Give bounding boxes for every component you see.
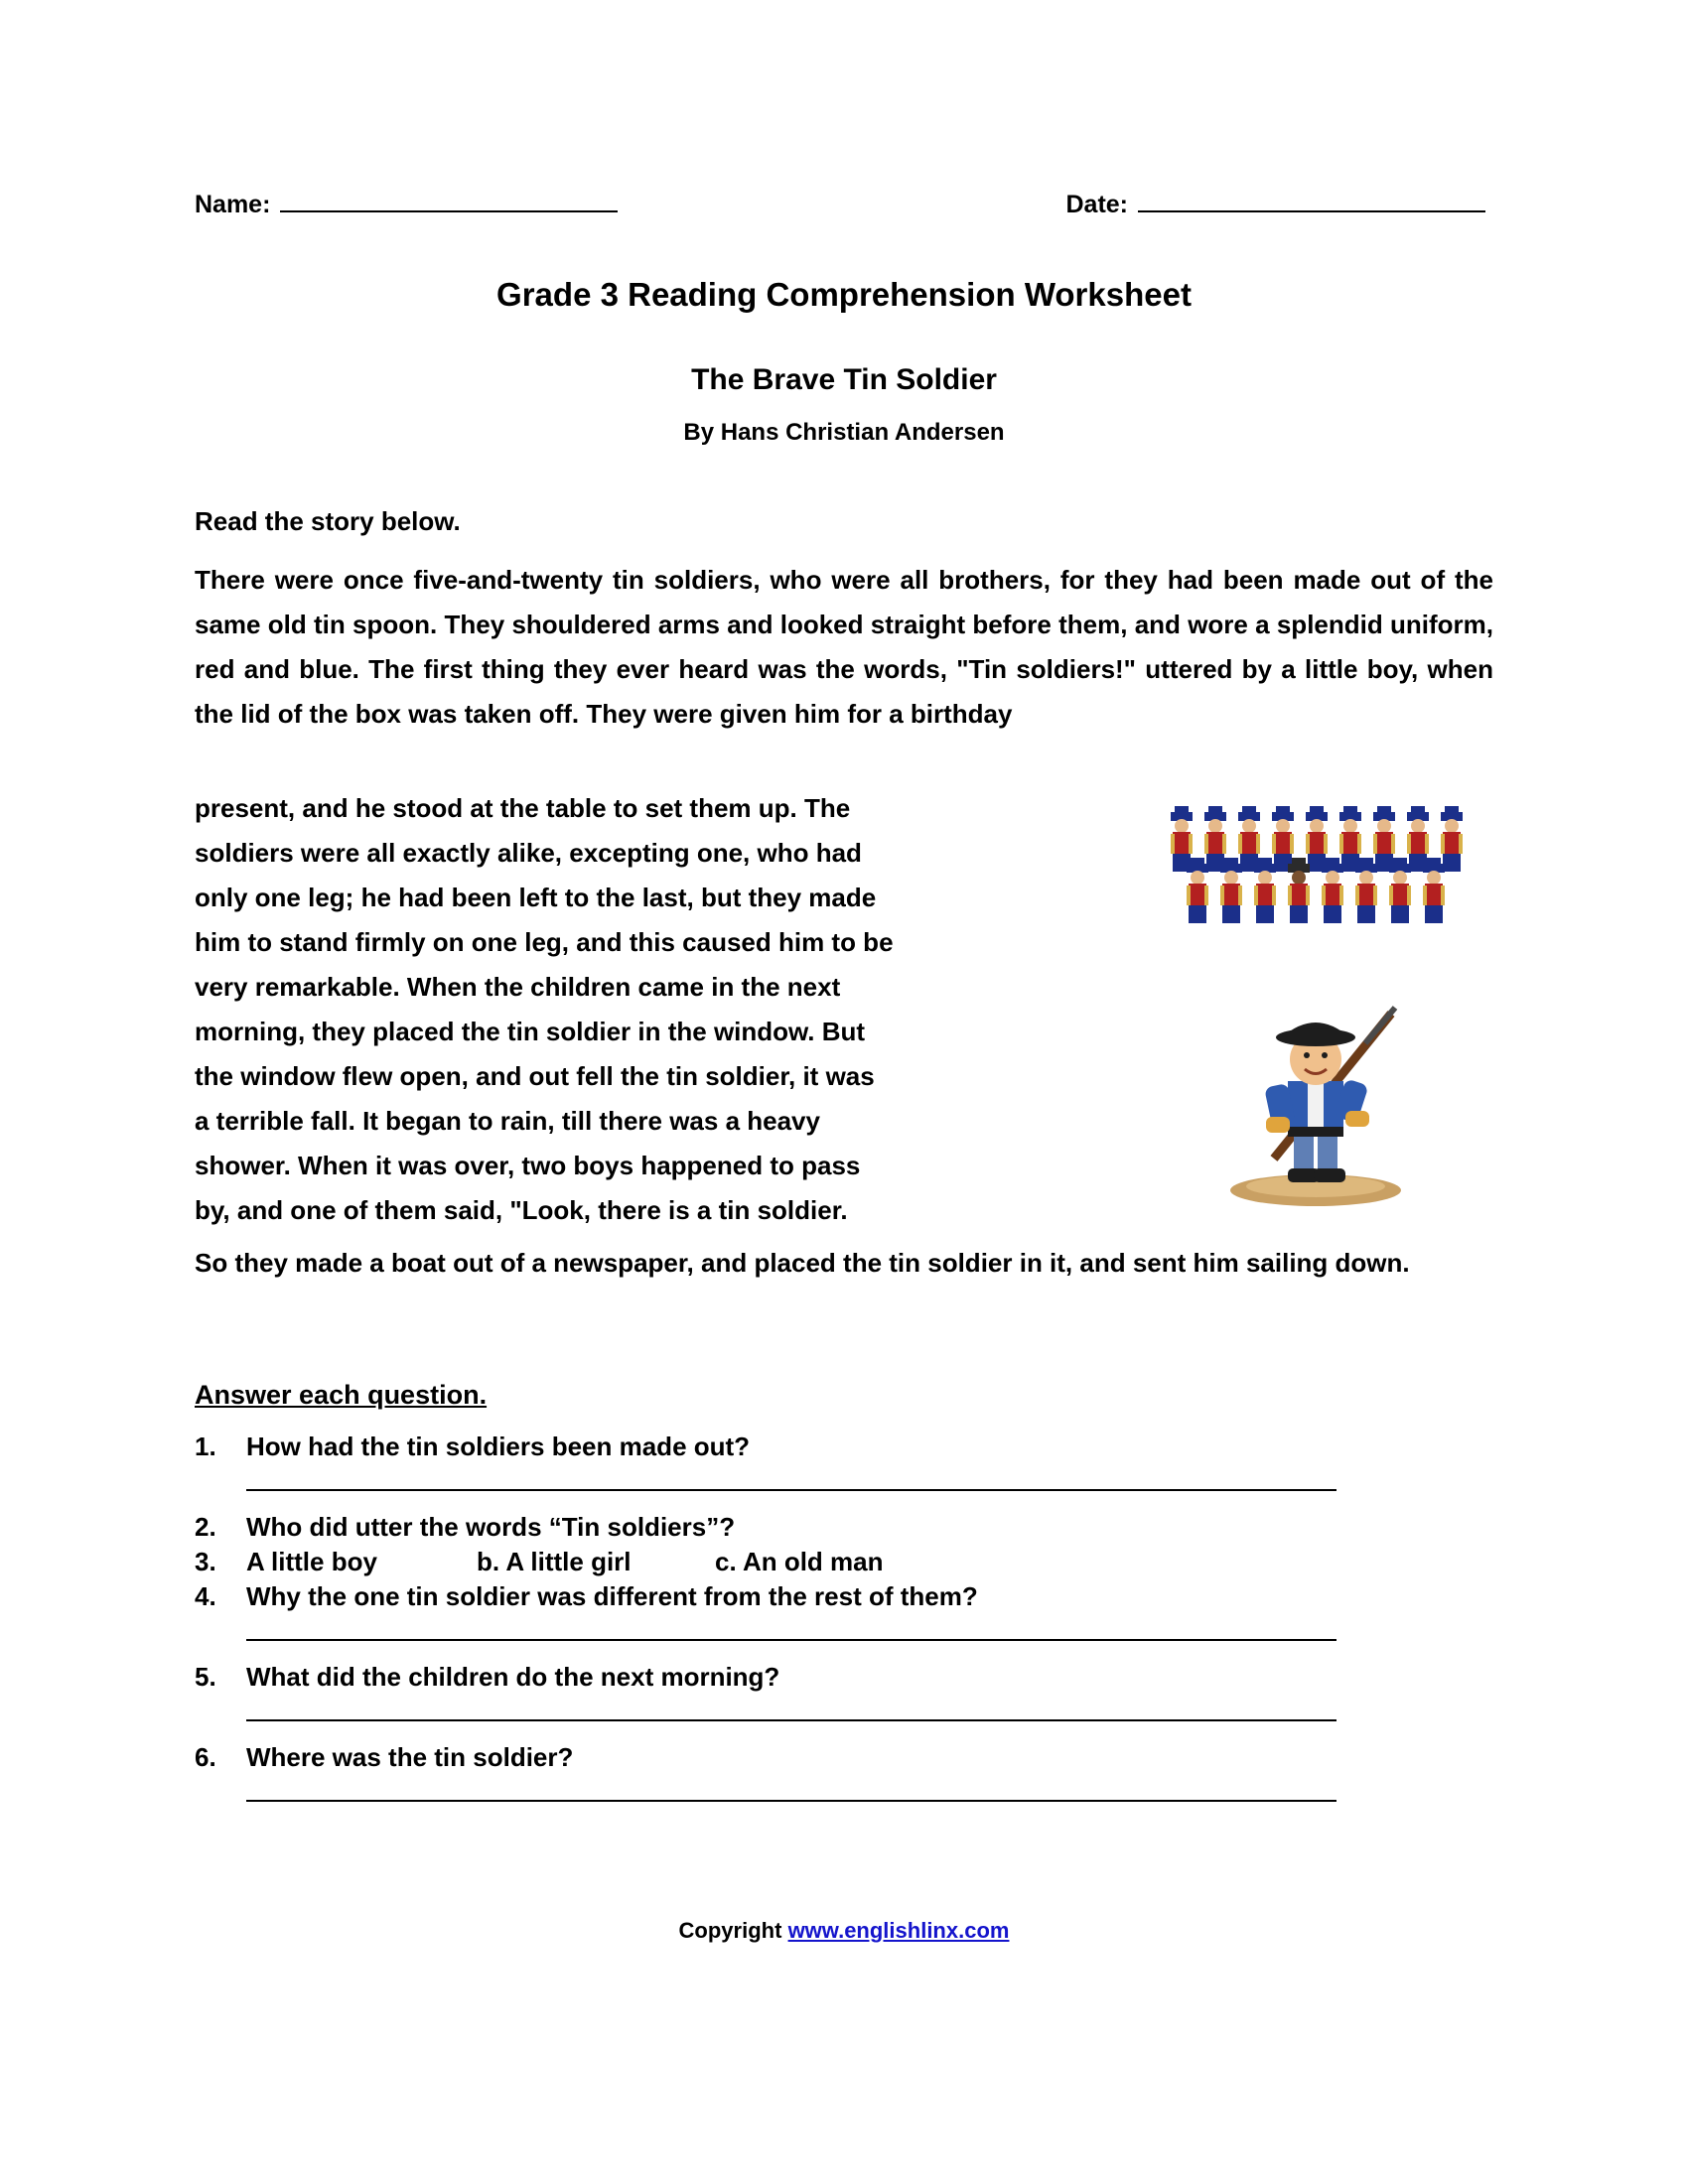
question-number: 4. [195, 1581, 216, 1611]
answer-line-1[interactable] [246, 1489, 1336, 1491]
question-item-6 [195, 1742, 1366, 1773]
question-text: Where was the tin soldier? [246, 1742, 574, 1772]
question-number: 1. [195, 1432, 216, 1461]
passage-line: morning, they placed the tin soldier in the window. But [195, 1017, 866, 1046]
choice-option-a[interactable]: A little boy [246, 1547, 377, 1576]
story-author: By Hans Christian Andersen [683, 419, 1005, 446]
footer-copyright [0, 1918, 1688, 1944]
question-text: Why the one tin soldier was different from the rest of them? [246, 1581, 978, 1611]
passage-line: by, and one of them said, "Look, there is a tin soldier. [195, 1195, 848, 1225]
name-date-row [195, 191, 1485, 219]
name-field-group [195, 191, 618, 219]
question-item-1 [195, 1432, 1366, 1462]
name-input-line[interactable] [280, 193, 618, 212]
passage-paragraph-3: So they made a boat out of a newspaper, and placed the tin soldier in it, and sent him sailing down. [195, 1248, 1410, 1278]
question-text: How had the tin soldiers been made out? [246, 1432, 751, 1461]
question-number: 3. [195, 1547, 216, 1576]
englishlinx-link[interactable]: www.englishlinx.com [787, 1918, 1010, 1943]
question-number: 6. [195, 1742, 216, 1772]
passage-line: present, and he stood at the table to set them up. The [195, 793, 851, 823]
tin-soldiers-group-image [1167, 804, 1514, 963]
story-title: The Brave Tin Soldier [691, 363, 997, 396]
single-tin-soldier-image [1196, 978, 1435, 1216]
question-number: 5. [195, 1662, 216, 1692]
question-text: Who did utter the words “Tin soldiers”? [246, 1512, 736, 1542]
passage-line: a terrible fall. It began to rain, till there was a heavy [195, 1106, 820, 1136]
copyright-label: Copyright [678, 1918, 782, 1943]
date-input-line[interactable] [1138, 193, 1485, 212]
date-label: Date: [1065, 191, 1128, 218]
choice-option-c[interactable]: c. An old man [715, 1547, 884, 1576]
passage-line: him to stand firmly on one leg, and this caused him to be [195, 927, 894, 957]
question-item-3-choices [195, 1547, 1366, 1577]
answer-questions-heading: Answer each question. [195, 1380, 488, 1410]
question-item-2 [195, 1512, 1366, 1543]
passage-paragraph-1: There were once five-and-twenty tin soldiers, who were all brothers, for they had been made out of the same old tin spoon. They shouldered arms and looked straight before them, and wore a splendid uniform, red and blue. The first thing they ever heard was the words, "Tin soldiers!" uttered by a little boy, when the lid of the box was taken off. They were given him for a birthday [195, 565, 1493, 729]
date-field-group [1065, 191, 1485, 219]
answer-line-4[interactable] [246, 1639, 1336, 1641]
passage-line: the window flew open, and out fell the tin soldier, it was [195, 1061, 875, 1091]
question-item-5 [195, 1662, 1366, 1693]
questions-list [195, 1432, 1366, 1823]
passage-line: shower. When it was over, two boys happened to pass [195, 1151, 861, 1180]
question-number: 2. [195, 1512, 216, 1542]
passage-line: soldiers were all exactly alike, excepting one, who had [195, 838, 862, 868]
passage-paragraph-2 [195, 786, 1108, 1233]
worksheet-title: Grade 3 Reading Comprehension Worksheet [496, 276, 1192, 313]
choice-option-b[interactable]: b. A little girl [477, 1547, 632, 1576]
answer-line-6[interactable] [246, 1800, 1336, 1802]
question-text: What did the children do the next morning? [246, 1662, 780, 1692]
read-instruction: Read the story below. [195, 506, 461, 536]
question-item-4 [195, 1581, 1366, 1612]
choice-group [246, 1547, 884, 1577]
passage-line: only one leg; he had been left to the last, but they made [195, 883, 877, 912]
name-label: Name: [195, 191, 271, 218]
passage-line: very remarkable. When the children came in the next [195, 972, 841, 1002]
answer-line-5[interactable] [246, 1719, 1336, 1721]
